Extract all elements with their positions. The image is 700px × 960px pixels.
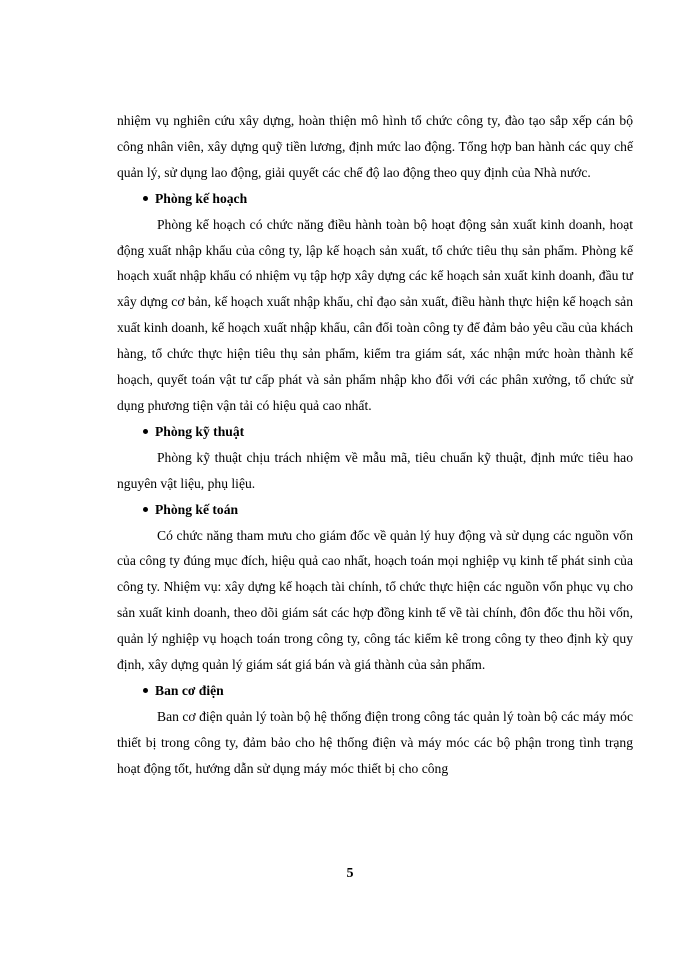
- heading-phong-ke-hoach: [117, 186, 633, 212]
- paragraph-intro-continuation: nhiệm vụ nghiên cứu xây dựng, hoàn thiện mô hình tổ chức công ty, đào tạo sắp xếp cán bộ công nhân viên, xây dựng quỹ tiền lương, định mức lao động. Tổng hợp ban hành các quy chế quản lý, sử dụng lao động, giải quyết các chế độ lao động theo quy định của Nhà nước.: [117, 113, 633, 180]
- heading-phong-ke-toan: [117, 497, 633, 523]
- heading-label: Ban cơ điện: [155, 682, 224, 698]
- page-number: 5: [346, 866, 354, 881]
- heading-ban-co-dien: [117, 678, 633, 704]
- heading-phong-ky-thuat: [117, 419, 633, 445]
- bullet-icon: [143, 688, 148, 693]
- paragraph-phong-ky-thuat: Phòng kỹ thuật chịu trách nhiệm về mẫu mã, tiêu chuẩn kỹ thuật, định mức tiêu hao nguyên vật liệu, phụ liệu.: [117, 449, 633, 491]
- paragraph-ban-co-dien: Ban cơ điện quản lý toàn bộ hệ thống điện trong công tác quản lý toàn bộ các máy móc thiết bị trong công ty, đảm bảo cho hệ thống điện và máy móc các bộ phận trong tình trạng hoạt động tốt, hướng dẫn sử dụng máy móc thiết bị cho công: [117, 708, 633, 776]
- heading-label: Phòng kế toán: [155, 501, 239, 517]
- bullet-icon: [143, 429, 148, 434]
- heading-label: Phòng kỹ thuật: [155, 423, 245, 439]
- paragraph-phong-ke-hoach: Phòng kế hoạch có chức năng điều hành toàn bộ hoạt động sản xuất kinh doanh, hoạt động xuất nhập khẩu của công ty, lập kế hoạch sản xuất, tổ chức tiêu thụ sản phẩm. Phòng kế hoạch xuất nhập khẩu có nhiệm vụ tập hợp xây dựng các kế hoạch sản xuất kinh doanh, đầu tư xây dựng cơ bản, kế hoạch xuất nhập khẩu, chỉ đạo sản xuất, điều hành thực hiện kế hoạch sản xuất kinh doanh, kế hoạch xuất nhập khẩu, cân đối toàn công ty để đảm bảo yêu cầu của khách hàng, tổ chức thực hiện tiêu thụ sản phẩm, kiểm tra giám sát, xác nhận mức hoàn thành kế hoạch, quyết toán vật tư cấp phát và sản phẩm nhập kho đối với các phân xưởng, tổ chức sử dụng phương tiện vận tải có hiệu quả cao nhất.: [117, 216, 634, 413]
- document-body: [117, 108, 633, 782]
- paragraph-phong-ke-toan: Có chức năng tham mưu cho giám đốc về quản lý huy động và sử dụng các nguồn vốn của công ty đúng mục đích, hiệu quả cao nhất, hoạch toán mọi nghiệp vụ kinh tế phát sinh của công ty. Nhiệm vụ: xây dựng kế hoạch tài chính, tổ chức thực hiện các nguồn vốn phục vụ cho sản xuất kinh doanh, theo dõi giám sát các hợp đồng kinh tế về tài chính, đôn đốc thu hồi vốn, quản lý nghiệp vụ hoạch toán trong công ty, công tác kiểm kê trong công ty theo định kỳ quy định, xây dựng quản lý giám sát giá bán và giá thành của sản phẩm.: [117, 527, 633, 673]
- bullet-icon: [143, 196, 148, 201]
- bullet-icon: [143, 507, 148, 512]
- heading-label: Phòng kế hoạch: [155, 190, 248, 206]
